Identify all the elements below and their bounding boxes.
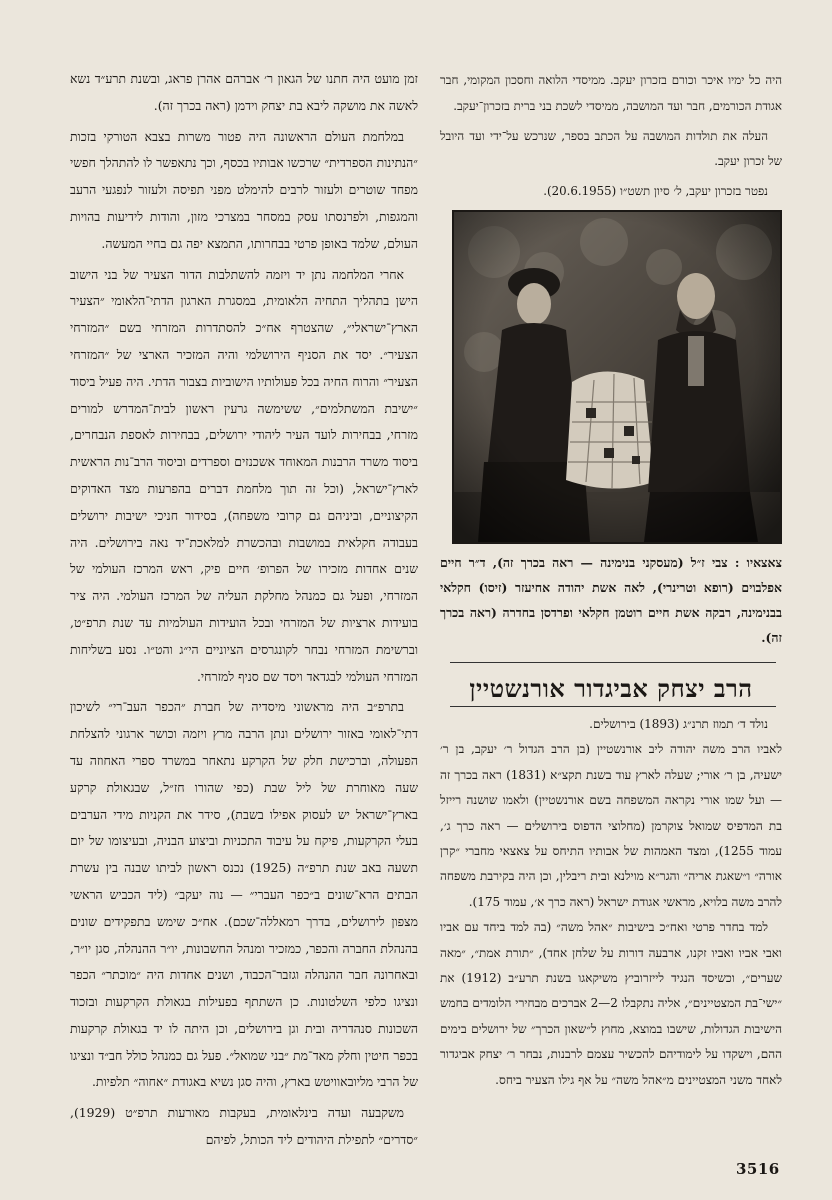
paragraph: העלה את תולדות המושבה על הכתב בספר, שנרכש על־ידי ועד היובל של זכרון יעקב. (440, 128, 782, 169)
paragraph: לאביו הרב משה יהודה ליב אורנשטיין (בן הרב הגדול ר׳ יעקב, בן ר׳ ישעיה, בן ר׳ אורי; שעלה לארץ עוד בשנת תקצ״א (1831) ראה בכרך זה — ועל שמו אורי נקראה המשפחה בשם אורנשטיין) ולאמו שושנה רייזל בת המדפיס שמואל צוקרמן (מחלוצי הדפוס בירושלים — ראה כרך ג׳, עמוד 1255), ומצד האמהות של אבותיו התיחס על צאצאי מחברי ״קרן אורה״ ו״שאגת אריה״ והגר״א מוילנא ובית ריבלין, וכן היה בקירבת משפחה להרב משה בלויא, מראשי אגודת ישראל (ראה כרך א׳, עמוד 175). (440, 742, 783, 909)
paragraph: היה כל ימיו איכר וכורם בזכרון יעקב. ממיסדי הלואה וחסכון המקומי, חבר אגודת הכורמים, חבר ועד המושבה, ממיסדי לשכת בני ברית בזכרון־יעקב. (440, 73, 782, 113)
paragraph: נפטר בזכרון יעקב, ל׳ סיון תשט״ו (20.6.1955). (543, 184, 768, 199)
heading-rule-bottom (450, 706, 776, 707)
photograph-image (454, 212, 780, 542)
photo-caption: צאצאיו : צבי ז״ל (מעסקני בנימינה — ראה בכרך זה), ד״ר חיים אפלבוים (רופא וטרינרי), לאה אשת יהודה אחיעזר (זיסו) חקלאי בבנימינה, רבקה אשת חיים רוטמן חקלאי ופרדסן בחדרה (ראה בכרך זה). (440, 555, 782, 645)
family-photograph (452, 210, 782, 544)
paragraph: בתרפ״ב היה מראשוני מיסדיה של חברת ״הכפר העב־רי״ לשיכון דתי־לאומי באזור ירושלים ונתן הרבה מרץ ויזמה וכושר ארגוני להצלחת הפעולה, וברכישת חלק של הקרקע נתאחר במשרד ספרי האחוזה עד שעה מאוחרת של ליל שבת (כפי שהורו חז״ל, שבגאולת קרקע בארץ־ישראל יש לעסוק אפילו בשבת), סידר את הקניות מידי הערבים בעלי הקרקעות, פיקח על עיבוד התכניות וביצוע הבניה, ובעיצומו של יום תשעה באב שנת תרפ״ה (1925) נכנס ראשון לביתו שבנה בין עשרת הבתים הרא־שונים ב״כפר העברי״ — נוה יעקב״ (ליד הכביש הראשי מצפון לירושלים, בדרך רמאללה־שכם). אח״כ שימש בתפקידים שונים בהנהלת החברה והכפר, כמזכיר ומנהל החשבונות, יו״ר ההנהלה, סגן יו״ר, ובאחרונה חבר ההנהלה וגזבר־הכבוד, ושנים אחדות היה ״מוכתר״ הכפר ונציגו כלפי השלטונות. כן השתתף בפעילות בגאולת הקרקעות ובזכוד השכונות סנהדריה ובית וגן בירושלים, וכן היתה לו יד בגאולת קרקעות בכפר חיטין וחלק מאד־מת ״בני שמואל״. פעל גם כמנהל כולל חב״ד ונציגו של הרבי מליובאוויטש בארץ, והיה סגן נשיא באגודת ״אחוה״ תלפיות. (70, 699, 419, 1090)
left-column-text (70, 66, 418, 1154)
paragraph: למד בחדר פרטי ואח״כ בישיבות ״אהל משה״ (בה למד ביחד עם אביו ואבי אביו ואביו זקנו, ארבעה דורות על שלחן אחד), ״תורת אמת״, ״מאה שערים״, וכשיסד הנגיד לייזרוביץ משיקאגו בשנת תרע״ב (1912) את ״ישי־בת המצטיינים״, אליה נתקבלו 2—2 אברכים מבחירי הלומדים בחמש הישיבות הגדולות, שישבו במוצא, מחוץ ל״שאון הכרך״ של ירושלים בימים ההם, וישקדו על לימודיהם להכשיר עצמם לרבנות, נבחר ר׳ יצחק אביגדור לאחד משני המצטיינים מ״אהל משה״ על אף גילו הצעיר ביחס. (440, 920, 783, 1087)
paragraph: משקבעה ועדה בינלאומית, בעקבות מאורעות תרפ״ט (1929), ״סדרים״ לתפילת היהודים ליד הכותל, לפיהם (70, 1105, 418, 1148)
biography-body (440, 712, 782, 1093)
right-column-text (440, 68, 782, 205)
paragraph: אחרי המלחמה נתן יד ויזמה להשתלבות הדור הצעיר של בני הישוב הישן בתהליך התחיה הלאומית, במסגרת הארגון הדתי־הלאומי ״הצעיר הארץ־ישראלי״, שהצטרף אח״כ להסתדרות המזרחי בשם ״המזרחי הצעיר״. יסד את הסניף הירושלמי והיה המזכיר הארצי של ״המזרחי הצעיר״ והרוח החיה בכל פעולותיו הישוביות בצבור הדתי. היה פעיל ביסוד ״ישיבת המשתלמים״, ששימשה גרעין ראשון לבית־המדרש למורים מזרחי, בבחירות לועד העיר ליהודי ירושלים, בבחירות לאספת הנבחרים, ביסוד משרד הרבנות המאוחד אשכנזים וספרדים וביסוד הרב־נות הראשית לארץ־ישראל, (וכל זה תוך מלחמת דברים בהפרעות מצד האדוקים הקיצוניים, וביניהם גם קרובי משפחה), בסידור חניכי ישיבות ירושלים בעבודה חקלאית במושבות ובהכשרת למלאכת־יד נאה בירושלים. היה שנים אחדות מזכירו של הפרופ׳ חיים פיק, ראש המרכז העולמי של המזרחי, ופעל גם כמנהל מחלקת העליה של המרכז העולמי. היה ציר בועידות ארציות של המזרחי ובכל הועידות העולמיות עד שנת תרפ״ט, וברשימת המזרחי נבחר לקונגרסים הציוניים הי״ג והט״ו. נסע בשליחות המזרחי העולמי לבגדאד ויסד שם סניף למזרחי. (70, 266, 418, 684)
heading-rule-top (450, 662, 776, 663)
paragraph: זמן מועט היה חתנו של הגאון ר׳ אברהם אהרן פראג, ובשנת תרע״ד נשא לאשה את מושקה ליבא בת יצחק וידמן (ראה בכרך זה). (70, 71, 418, 113)
paragraph: במלחמת העולם הראשונה היה פטור משרות בצבא הטורקי בזכות ״הנתינות הספרדית״ שרכשו אבותיו בכסף, וכך נתאפשר לו להתהלך חפשי מפחד שוטרים ולעזור לרבים להימלט מפני תפיסה ולעזור לנפגעי הרעב והמגפות, ולפרנסתו עסק במסחר במצרכי מזון, והודות לידיעות בהויות העולם, שלמד באופן פרטי בבחרותו, התמצא יפה גם בחיי המעשה. (70, 128, 418, 251)
paragraph: נולד ד׳ תמוז תרנ״ג (1893) בירושלים. (589, 717, 768, 731)
page-number: 3516 (736, 1160, 780, 1178)
biography-title: הרב יצחק אביגדור אורנשטיין (469, 674, 753, 703)
